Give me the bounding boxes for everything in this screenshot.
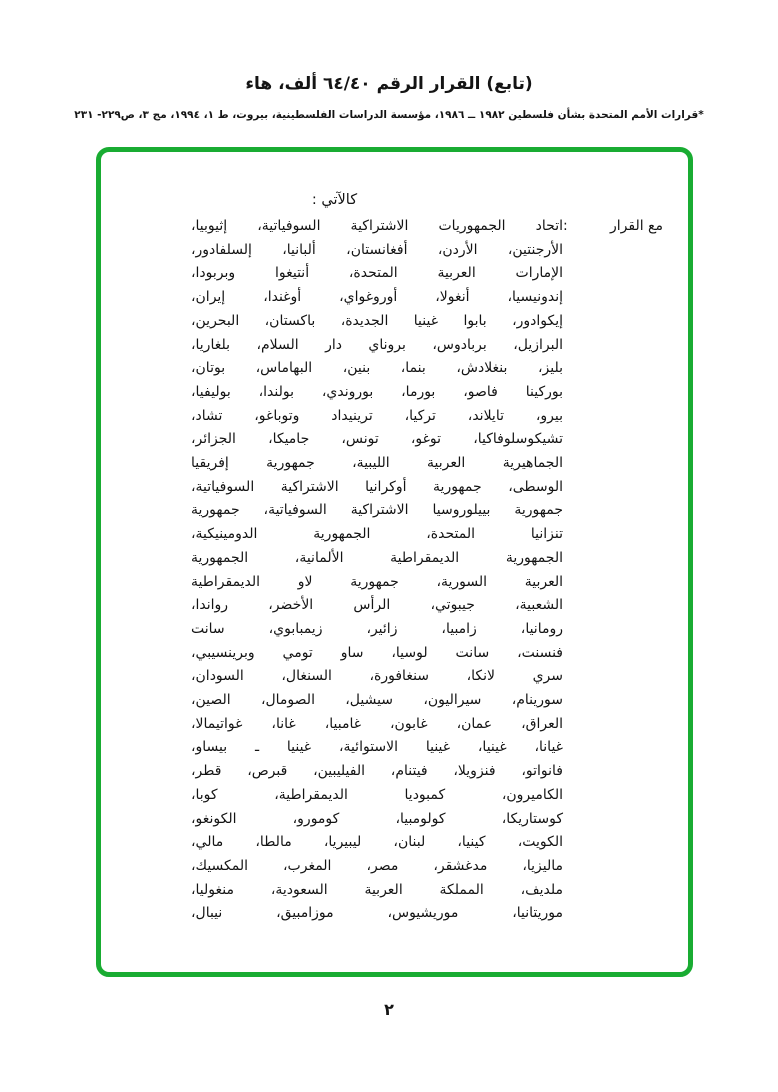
country-line: بيرو، تايلاند، تركيا، ترينيداد وتوباغو، تشاد، [191,407,563,424]
country-line: الجمهورية الديمقراطية الألمانية، الجمهورية [191,549,563,566]
country-line: غيانا، غينيا، غينيا الاستوائية، غينيا ـ بيساو، [191,739,563,756]
country-line: ماليزيا، مدغشقر، مصر، المغرب، المكسيك، [191,857,563,874]
intro-line: كالآتي : [311,192,358,208]
country-line: البرازيل، بربادوس، بروناي دار السلام، بلغاريا، [191,336,563,353]
vote-label [563,215,663,239]
country-line: تشيكوسلوفاكيا، توغو، تونس، جاميكا، الجزائر، [191,431,563,448]
country-line: إيكوادور، بابوا غينيا الجديدة، باكستان، البحرين، [191,312,563,329]
page-number: ٢ [384,1000,394,1019]
country-line: كوستاريكا، كولومبيا، كومورو، الكونغو، [191,810,563,827]
country-line: الوسطى، جمهورية أوكرانيا الاشتراكية السوفياتية، [191,478,563,495]
country-line: رومانيا، زامبيا، زائير، زيمبابوي، سانت [191,620,563,637]
country-list [191,215,563,926]
resolution-box [96,147,693,977]
country-line: الكاميرون، كمبوديا الديمقراطية، كوبا، [191,786,563,803]
country-line: جمهورية بييلوروسيا الاشتراكية السوفياتية، جمهورية [191,502,563,519]
country-line: الأرجنتين، الأردن، أفغانستان، ألبانيا، إلسلفادور، [191,241,563,258]
country-line: العربية السورية، جمهورية لاو الديمقراطية [191,573,563,590]
country-line: الكويت، كينيا، لبنان، ليبيريا، مالطا، مالي، [191,834,563,851]
country-line: ملديف، المملكة العربية السعودية، منغوليا، [191,881,563,898]
country-line: فانواتو، فنزويلا، فيتنام، الفيليبين، قبرص، قطر، [191,763,563,780]
country-line: الإمارات العربية المتحدة، أنتيغوا وبربودا، [191,265,563,282]
country-line: اتحاد الجمهوريات الاشتراكية السوفياتية، إثيوبيا، [191,218,563,234]
vote-row [101,215,688,926]
vote-label-text: مع القرار [609,218,663,234]
country-line: بليز، بنغلادش، بنما، بنين، البهاماس، بوتان، [191,360,563,377]
country-line: فنسنت، سانت لوسيا، ساو تومي وبرينسيبي، [191,644,563,661]
country-line: سورينام، سيراليون، سيشيل، الصومال، الصين، [191,692,563,709]
country-line: تنزانيا المتحدة، الجمهورية الدومينيكية، [191,526,563,543]
country-line: بوركينا فاصو، بورما، بوروندي، بولندا، بوليفيا، [191,383,563,400]
country-line: موريتانيا، موريشيوس، موزامبيق، نيبال، [191,905,563,922]
source-citation: *قرارات الأمم المتحدة بشأن فلسطين ١٩٨٢ ــ ١٩٨٦، مؤسسة الدراسات الفلسطينية، بيروت، ط ١، ١٩٩٤، مج ٣، ص٢٢٩- ٢٣١ [74,109,704,121]
country-line: الجماهيرية العربية الليبية، جمهورية إفريقيا [191,455,563,472]
country-line: إندونيسيا، أنغولا، أوروغواي، أوغندا، إيران، [191,289,563,306]
page-title: (تابع) القرار الرقم ٦٤/٤٠ ألف، هاء [245,74,533,94]
country-line: الشعبية، جيبوتي، الرأس الأخضر، رواندا، [191,597,563,614]
country-line: العراق، عمان، غابون، غامبيا، غانا، غواتيمالا، [191,715,563,732]
vote-label-colon: : [563,218,568,234]
country-line: سري لانكا، سنغافورة، السنغال، السودان، [191,668,563,685]
